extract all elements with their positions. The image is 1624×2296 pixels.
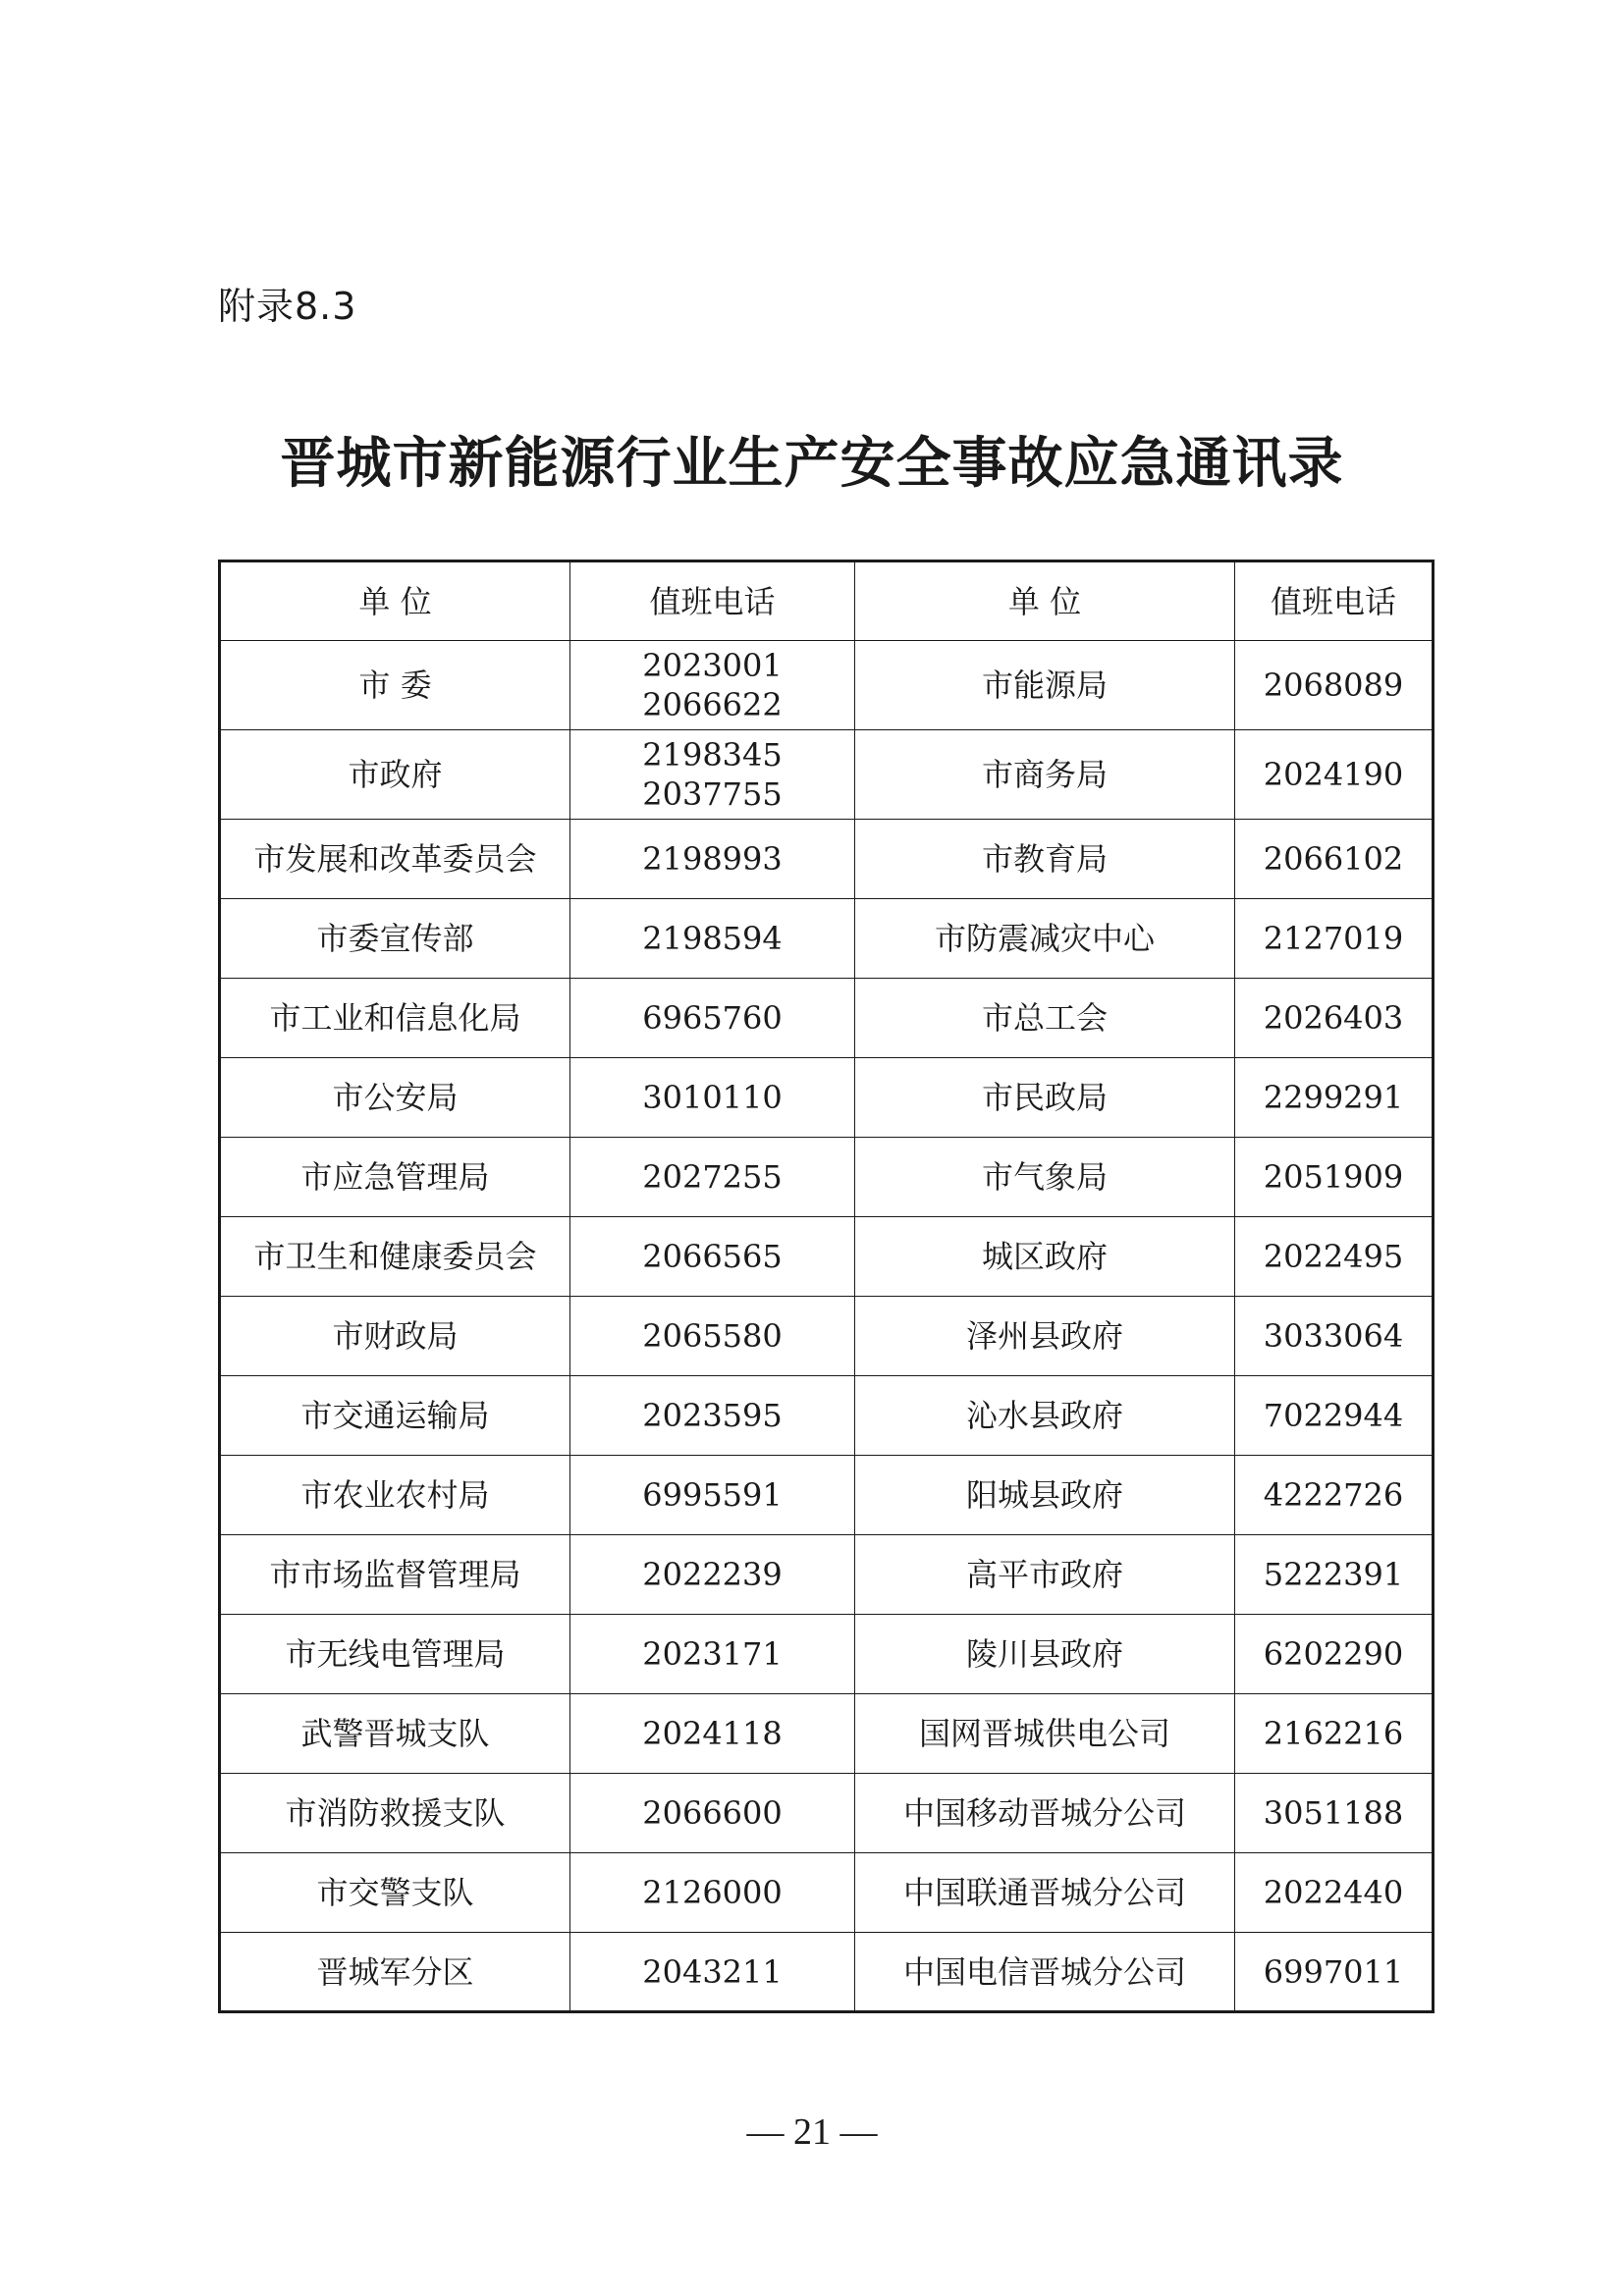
duty-phone-number: 2023595 — [642, 1397, 783, 1434]
unit-name-cell: 市市场监督管理局 — [220, 1535, 570, 1615]
unit-name-cell: 市无线电管理局 — [220, 1615, 570, 1694]
duty-phone-cell: 6997011 — [1235, 1933, 1434, 2012]
duty-phone-number: 2023171 — [642, 1635, 783, 1673]
duty-phone-number: 6995591 — [642, 1476, 783, 1514]
duty-phone-cell — [570, 1456, 855, 1535]
table-row — [220, 1853, 1434, 1933]
unit-name-cell: 市教育局 — [855, 820, 1235, 899]
table-row — [220, 1456, 1434, 1535]
duty-phone-cell — [570, 1853, 855, 1933]
unit-name-cell: 市能源局 — [855, 641, 1235, 730]
unit-name-cell: 市财政局 — [220, 1297, 570, 1376]
unit-name-cell: 市发展和改革委员会 — [220, 820, 570, 899]
unit-name-cell: 武警晋城支队 — [220, 1694, 570, 1774]
duty-phone-cell — [570, 1535, 855, 1615]
table-row — [220, 1138, 1434, 1217]
table-row — [220, 1615, 1434, 1694]
unit-name-cell: 市消防救援支队 — [220, 1774, 570, 1853]
unit-name-cell: 市工业和信息化局 — [220, 979, 570, 1058]
duty-phone-number: 3010110 — [642, 1079, 783, 1116]
duty-phone-cell: 6202290 — [1235, 1615, 1434, 1694]
duty-phone-cell — [570, 1774, 855, 1853]
unit-name-cell: 市卫生和健康委员会 — [220, 1217, 570, 1297]
duty-phone-number: 2198345 — [642, 736, 783, 774]
unit-name-cell: 城区政府 — [855, 1217, 1235, 1297]
table-row — [220, 1774, 1434, 1853]
unit-name-cell: 中国移动晋城分公司 — [855, 1774, 1235, 1853]
table-row — [220, 1694, 1434, 1774]
table-body — [220, 641, 1434, 2012]
table-row — [220, 899, 1434, 979]
unit-name-cell: 市政府 — [220, 730, 570, 820]
duty-phone-cell: 2051909 — [1235, 1138, 1434, 1217]
document-title: 晋城市新能源行业生产安全事故应急通讯录 — [280, 431, 1344, 496]
duty-phone-cell — [570, 730, 855, 820]
appendix-label: 附录8.3 — [218, 285, 357, 328]
unit-name-cell: 市气象局 — [855, 1138, 1235, 1217]
duty-phone-cell — [570, 1138, 855, 1217]
duty-phone-number: 2037755 — [642, 775, 783, 813]
table-row — [220, 1535, 1434, 1615]
table-row — [220, 1376, 1434, 1456]
duty-phone-number: 2027255 — [642, 1158, 783, 1196]
unit-name-cell: 市商务局 — [855, 730, 1235, 820]
unit-name-cell: 中国联通晋城分公司 — [855, 1853, 1235, 1933]
duty-phone-cell: 2066102 — [1235, 820, 1434, 899]
duty-phone-cell: 2299291 — [1235, 1058, 1434, 1138]
duty-phone-number: 2198594 — [642, 920, 783, 957]
page-number: — 21 — — [746, 2111, 878, 2153]
table-row — [220, 1297, 1434, 1376]
duty-phone-cell — [570, 1376, 855, 1456]
table-row — [220, 641, 1434, 730]
duty-phone-number: 2066622 — [642, 686, 783, 723]
table-row — [220, 820, 1434, 899]
column-header-phone-right: 值班电话 — [1235, 561, 1434, 641]
table-header-row — [220, 561, 1434, 641]
duty-phone-cell: 4222726 — [1235, 1456, 1434, 1535]
duty-phone-cell: 2022440 — [1235, 1853, 1434, 1933]
duty-phone-cell — [570, 820, 855, 899]
table-row — [220, 979, 1434, 1058]
duty-phone-number: 6965760 — [642, 999, 783, 1037]
duty-phone-cell — [570, 1933, 855, 2012]
table-row — [220, 1058, 1434, 1138]
unit-name-cell: 高平市政府 — [855, 1535, 1235, 1615]
duty-phone-number: 2022239 — [642, 1556, 783, 1593]
unit-name-cell: 泽州县政府 — [855, 1297, 1235, 1376]
duty-phone-cell — [570, 641, 855, 730]
unit-name-cell: 沁水县政府 — [855, 1376, 1235, 1456]
duty-phone-number: 2198993 — [642, 840, 783, 878]
unit-name-cell: 陵川县政府 — [855, 1615, 1235, 1694]
unit-name-cell: 国网晋城供电公司 — [855, 1694, 1235, 1774]
duty-phone-cell — [570, 1058, 855, 1138]
duty-phone-number: 2024118 — [642, 1715, 783, 1752]
unit-name-cell: 阳城县政府 — [855, 1456, 1235, 1535]
duty-phone-number: 2066565 — [642, 1238, 783, 1275]
unit-name-cell: 中国电信晋城分公司 — [855, 1933, 1235, 2012]
unit-name-cell: 市应急管理局 — [220, 1138, 570, 1217]
unit-name-cell: 市民政局 — [855, 1058, 1235, 1138]
column-header-phone-left: 值班电话 — [570, 561, 855, 641]
unit-name-cell: 市 委 — [220, 641, 570, 730]
duty-phone-cell: 2026403 — [1235, 979, 1434, 1058]
duty-phone-cell: 3033064 — [1235, 1297, 1434, 1376]
duty-phone-number: 2023001 — [642, 647, 783, 684]
unit-name-cell: 市总工会 — [855, 979, 1235, 1058]
duty-phone-cell — [570, 1615, 855, 1694]
duty-phone-cell — [570, 1217, 855, 1297]
unit-name-cell: 市交通运输局 — [220, 1376, 570, 1456]
duty-phone-number: 2043211 — [642, 1952, 783, 1991]
duty-phone-cell: 2022495 — [1235, 1217, 1434, 1297]
table-row — [220, 1933, 1434, 2012]
emergency-contact-table — [218, 560, 1435, 2013]
column-header-unit-right: 单 位 — [855, 561, 1235, 641]
duty-phone-number: 2066600 — [642, 1794, 783, 1832]
unit-name-cell: 市公安局 — [220, 1058, 570, 1138]
unit-name-cell: 市防震减灾中心 — [855, 899, 1235, 979]
duty-phone-cell: 5222391 — [1235, 1535, 1434, 1615]
duty-phone-number: 2126000 — [642, 1874, 783, 1911]
table-row — [220, 730, 1434, 820]
unit-name-cell: 市委宣传部 — [220, 899, 570, 979]
unit-name-cell: 市交警支队 — [220, 1853, 570, 1933]
duty-phone-cell — [570, 1694, 855, 1774]
unit-name-cell: 晋城军分区 — [220, 1933, 570, 2012]
duty-phone-cell: 2068089 — [1235, 641, 1434, 730]
duty-phone-cell: 3051188 — [1235, 1774, 1434, 1853]
unit-name-cell: 市农业农村局 — [220, 1456, 570, 1535]
duty-phone-cell — [570, 1297, 855, 1376]
duty-phone-cell: 7022944 — [1235, 1376, 1434, 1456]
duty-phone-cell: 2162216 — [1235, 1694, 1434, 1774]
duty-phone-cell — [570, 899, 855, 979]
table-row — [220, 1217, 1434, 1297]
column-header-unit-left: 单 位 — [220, 561, 570, 641]
duty-phone-cell: 2024190 — [1235, 730, 1434, 820]
duty-phone-cell: 2127019 — [1235, 899, 1434, 979]
duty-phone-number: 2065580 — [642, 1317, 783, 1355]
duty-phone-cell — [570, 979, 855, 1058]
